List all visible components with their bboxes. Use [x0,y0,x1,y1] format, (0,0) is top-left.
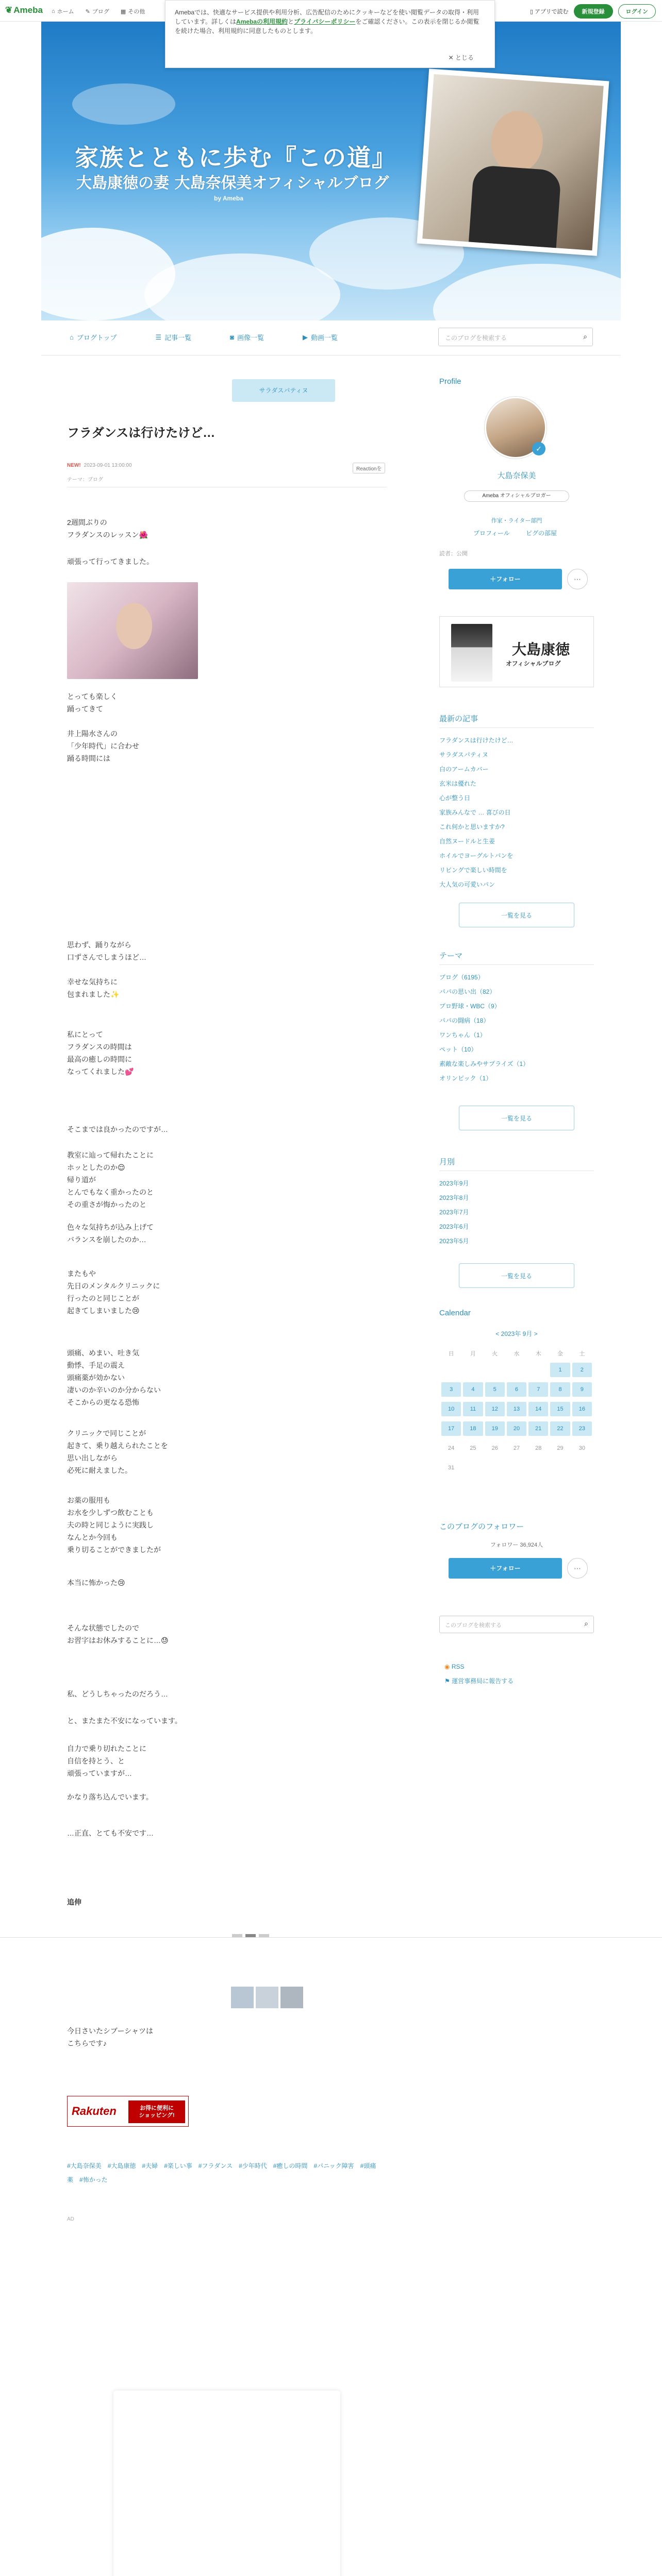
post-paragraph: 思わず、踊りながら 口ずさんでしまうほど… [67,941,146,961]
hashtag[interactable]: #楽しい事 [164,2162,192,2170]
calendar-day: 30 [578,1445,585,1451]
sidebar-search-input[interactable] [439,1616,594,1633]
monthly-heading: 月別 [439,1158,455,1166]
calendar-day[interactable]: 6 [507,1382,526,1397]
calendar-day[interactable]: 15 [550,1402,570,1416]
cloud-decoration [72,83,175,125]
flag-icon: ⚑ [444,1677,450,1685]
recent-more-button[interactable]: 一覧を見る [459,903,574,927]
calendar-day: 25 [470,1445,476,1451]
camera-icon: ◙ [230,333,235,341]
banner-subtitle: オフィシャルブログ [506,660,561,667]
post-paragraph: 2週間ぶりの フラダンスのレッスン🌺 [67,518,148,539]
blog-subtitle: 大島康徳の妻 大島奈保美オフィシャルブログ [76,174,389,192]
weekday: 火 [492,1351,498,1357]
weekday: 水 [514,1351,520,1357]
recent-article[interactable]: フラダンスは行けたけど… [439,737,514,744]
theme-tag[interactable]: サラダスパティヌ [232,379,335,402]
weekday: 木 [535,1351,541,1357]
calendar-day[interactable]: 9 [572,1382,592,1397]
post-paragraph: 私、どうしちゃったのだろう… [67,1690,168,1698]
terms-link[interactable]: Amebaの利用規約 [236,18,288,25]
post-paragraph: 本当に怖かった😢 [67,1579,125,1587]
recent-article[interactable]: リビングで楽しい時間を [439,867,507,874]
header-photo [417,69,609,256]
cookie-banner [165,0,495,68]
thumbnail[interactable] [256,1987,278,2008]
weekday: 土 [579,1351,585,1357]
divider [439,964,594,965]
calendar-weekdays [441,1349,592,1358]
hashtag[interactable]: #大島康徳 [107,2162,136,2170]
calendar-day[interactable]: 12 [485,1402,505,1416]
report-label: 運営事務局に報告する [452,1677,514,1685]
nav-blog-top-label: ブログトップ [76,334,117,342]
post-paragraph: 頭痛、めまい、吐き気 動悸、手足の震え 頭痛薬が効かない 凄いのか辛いのか分からない そこからの更なる恐怖 [67,1349,161,1406]
post-paragraph: と、またまた不安になっています。 [67,1717,182,1725]
theme-more-button[interactable]: 一覧を見る [459,1106,574,1130]
nav-images-label: 画像一覧 [237,334,264,342]
post-title[interactable]: フラダンスは行けたけど… [67,426,216,440]
calendar-day[interactable]: 17 [441,1421,461,1436]
post-date: 2023-09-01 13:00:00 [84,463,132,468]
home-icon: ⌂ [70,333,74,341]
recent-article[interactable]: 心が整う日 [439,794,471,802]
month-item[interactable]: 2023年9月 [439,1180,469,1187]
recent-article[interactable]: 家族みんなで … 喜びの日 [439,809,511,816]
theme-item[interactable]: パパの思い出（82） [439,988,496,995]
theme-item[interactable]: ワンちゃん（1） [439,1031,486,1039]
photo-face [116,603,152,649]
verified-icon: ✓ [532,442,545,455]
search-icon[interactable]: ⌕ [584,1619,588,1628]
photo-body [469,165,561,248]
follower-follow-button[interactable]: ＋フォロー [449,1558,562,1579]
pen-icon: ✎ [85,8,90,15]
profile-category[interactable]: 作家・ライター部門 [491,518,542,524]
advertisement[interactable] [113,2391,340,2576]
rss-label: RSS [451,1663,465,1670]
nav-videos-label: 動画一覧 [311,334,338,342]
hashtag[interactable]: #パニック障害 [313,2162,354,2170]
weekday: 金 [557,1351,564,1357]
post-theme-line[interactable]: テーマ：ブログ [67,477,103,483]
recent-article[interactable]: ホイルでヨーグルトパンを [439,852,514,859]
nav-images[interactable] [230,332,264,342]
calendar-day[interactable]: 23 [572,1421,592,1436]
ad-label: AD [67,2216,74,2222]
post-paragraph: 頑張って行ってきました。 [67,557,154,566]
post-paragraph: 教室に辿って帰れたことに ホッとしたのか😌 帰り道が とんでもなく重かったのと その重さが悔かったのと [67,1151,154,1209]
theme-item[interactable]: オリンピック（1） [439,1075,492,1082]
recent-article[interactable]: 自然ヌードルと生姜 [439,838,495,845]
rakuten-message: お得に便利に ショッピング! [128,2100,185,2123]
calendar-grid [439,1344,594,1480]
privacy-link[interactable]: プライバシーポリシー [294,18,356,25]
calendar-day[interactable]: 2 [572,1363,592,1377]
hashtag[interactable]: #夫婦 [142,2162,158,2170]
banner-name: 大島康徳 [512,641,570,657]
post-paragraph: 自力で乗り切れたことに 自信を持とう、と 頑張っていますが… [67,1744,146,1777]
dot [245,1934,256,1937]
calendar-day[interactable]: 4 [463,1382,483,1397]
hashtag[interactable]: #癒しの時間 [273,2162,308,2170]
month-item[interactable]: 2023年5月 [439,1238,469,1245]
post-paragraph: 井上陽水さんの 「少年時代」に合わせ 踊る時間には [67,730,139,762]
calendar-day[interactable]: 21 [528,1421,548,1436]
profile-link[interactable]: プロフィール [473,530,510,537]
calendar-day[interactable]: 14 [528,1402,548,1416]
search-placeholder: このブログを検索する [445,334,507,342]
post-paragraph: そこまでは良かったのですが… [67,1125,168,1133]
calendar-day[interactable]: 13 [507,1402,526,1416]
calendar [439,1329,594,1480]
cloud-decoration [433,264,621,320]
calendar-day[interactable]: 1 [550,1363,570,1377]
divider [439,727,594,728]
sidebar-search-placeholder: このブログを検索する [445,1622,502,1629]
calendar-day[interactable]: 20 [507,1421,526,1436]
section-divider [0,1937,662,1938]
nav-videos[interactable] [303,332,338,342]
post-paragraph: …正直、とても不安です… [67,1829,154,1837]
calendar-day[interactable]: 7 [528,1382,548,1397]
calendar-heading: Calendar [439,1309,471,1317]
top-actions [530,4,656,19]
recent-article[interactable]: サラダスパティヌ [439,751,488,758]
cookie-close-label: とじる [455,54,474,61]
more-options-icon[interactable]: ⋯ [567,1558,588,1579]
rakuten-logo: Rakuten [72,2105,117,2117]
pigg-room-link[interactable]: ピグの部屋 [526,530,557,537]
theme-heading: テーマ [439,952,463,960]
dot [259,1934,269,1937]
calendar-day[interactable]: 5 [485,1382,505,1397]
topnav-home-label: ホーム [57,9,74,15]
rss-icon: ◉ [444,1663,450,1670]
calendar-day: 27 [513,1445,520,1451]
login-button[interactable]: ログイン [618,4,656,19]
official-badge: Ameba オフィシャルブロガー [464,490,569,502]
calendar-day: 24 [448,1445,455,1451]
new-badge: NEW! [67,463,81,468]
calendar-day[interactable]: 22 [550,1421,570,1436]
ameba-logo[interactable] [5,5,43,15]
monthly-more-button[interactable]: 一覧を見る [459,1263,574,1288]
product-thumbnails[interactable] [231,1987,303,2008]
recent-heading: 最新の記事 [439,715,478,723]
header-photo-image [422,74,604,250]
post-ps: 今日さいたシブーシャツは こちらです♪ [67,2027,154,2047]
post-paragraph: 幸せな気持ちに 包まれました✨ [67,978,120,998]
calendar-day: 31 [448,1465,455,1471]
calendar-day: 29 [557,1445,564,1451]
post-paragraph: 色々な気持ちが込み上げて バランスを崩したのか… [67,1223,154,1244]
post-paragraph: 私にとって フラダンスの時間は 最高の癒しの時間に なってくれました💕 [67,1030,134,1076]
calendar-day[interactable]: 18 [463,1421,483,1436]
cloud-decoration [144,253,340,320]
thumbnail[interactable] [280,1987,303,2008]
blog-nav-items [70,332,338,342]
theme-item[interactable]: パパの闘病（18） [439,1017,490,1024]
month-item[interactable]: 2023年6月 [439,1223,469,1230]
hashtag[interactable]: #頭痛薬 [67,2162,376,2183]
sidebar-follow-button[interactable]: ＋フォロー [449,569,562,589]
calendar-day: 28 [535,1445,542,1451]
post-paragraph: お薬の服用も お水を少しずつ飲むことも 夫の時と同じように実践し なんとか今回も 乗り切ることができましたが [67,1496,161,1554]
home-icon: ⌂ [52,8,55,14]
weekday: 日 [448,1351,454,1357]
by-ameba: by Ameba [214,195,243,202]
app-download-label: アプリで読む [534,9,569,15]
report-operator-link[interactable] [444,1676,514,1685]
cookie-text: Amebaでは、快適なサービス提供や利用分析、広告配信のためにクッキーなどを使い閲覧データの取得・利用しています。詳しくは [175,9,479,25]
month-item[interactable]: 2023年8月 [439,1194,469,1201]
photo-face [489,109,545,175]
cookie-close-button[interactable] [449,53,474,62]
thumbnail[interactable] [231,1987,254,2008]
video-icon: ▶ [303,333,308,341]
post-paragraph: またもや 先日のメンタルクリニックに 行ったのと同じことが 起きてしまいました😢 [67,1269,160,1315]
recent-article[interactable]: 玄米は優れた [439,780,477,787]
blog-title[interactable]: 家族とともに歩む『この道』 [75,144,396,172]
reader-label: 読者：公開 [439,551,468,557]
calendar-day[interactable]: 10 [441,1402,461,1416]
post-paragraph: そんな状態でしたので お習字はお休みすることに…😓 [67,1624,169,1645]
rakuten-banner[interactable] [67,2096,189,2127]
grid-icon: ▦ [120,8,126,15]
topnav-home[interactable] [52,7,74,15]
post-photo[interactable] [67,582,198,679]
hashtag[interactable]: #少年時代 [239,2162,267,2170]
phone-icon: ▯ [529,9,533,15]
calendar-day: 26 [491,1445,498,1451]
recent-article[interactable]: 大人気の可愛いパン [439,881,495,888]
calendar-month[interactable]: < 2023年 9月 > [495,1330,538,1337]
hashtag[interactable]: #怖かった [79,2176,108,2183]
app-download-link[interactable] [530,7,569,15]
topnav-blog[interactable] [86,7,109,15]
profile-name[interactable]: 大島奈保美 [497,471,536,480]
theme-item[interactable]: 素敵な楽しみやサプライズ（1） [439,1060,529,1067]
logo-text: Ameba [13,5,43,15]
hashtag-list [67,2159,387,2187]
topnav-other[interactable] [121,7,145,15]
hashtag[interactable]: #大島奈保美 [67,2162,102,2170]
nav-articles-label: 記事一覧 [164,334,192,342]
official-blog-banner[interactable] [439,616,594,687]
calendar-day[interactable]: 11 [463,1402,483,1416]
top-nav [52,7,145,15]
topnav-other-label: その他 [128,9,145,15]
post-meta [67,463,132,468]
cookie-tail: をご確認ください。この表示を閉じるか閲覧を続けた場合、利用規約に同意したものとします。 [175,18,479,35]
close-icon: ✕ [448,54,455,61]
leaf-icon: ❦ [5,5,13,15]
calendar-day[interactable]: 3 [441,1382,461,1397]
section-label: 追伸 [67,1898,81,1906]
more-options-icon[interactable]: ⋯ [567,569,588,589]
post-paragraph: かなり落ち込んでいます。 [67,1793,153,1801]
profile-heading: Profile [439,377,461,386]
hashtag[interactable]: #フラダンス [198,2162,233,2170]
theme-item[interactable]: プロ野球・WBC（9） [439,1003,501,1010]
search-icon[interactable]: ⌕ [583,332,587,341]
cookie-mid: と [288,18,294,25]
follower-heading: このブログのフォロワー [439,1522,524,1531]
nav-articles[interactable] [155,332,191,342]
weekday: 月 [470,1351,476,1357]
signup-button[interactable]: 新規登録 [574,4,613,19]
calendar-day[interactable]: 19 [485,1421,505,1436]
dot [232,1934,242,1937]
recent-article[interactable]: 白のアームカバー [439,766,489,773]
blog-search-input[interactable] [438,328,593,346]
calendar-day[interactable]: 16 [572,1402,592,1416]
rss-link[interactable] [444,1663,465,1670]
follower-count: フォロワー 36,924人 [490,1542,543,1548]
topnav-blog-label: ブログ [92,9,109,15]
dot-indicator [232,1934,294,1940]
post-paragraph: クリニックで同じことが 起きて、乗り越えられたことを 思い出しながら 必死に耐えました。 [67,1429,168,1475]
nav-blog-top[interactable] [70,332,117,342]
month-item[interactable]: 2023年7月 [439,1209,469,1216]
list-icon: ☰ [155,333,162,341]
share-button[interactable]: Reactionを [353,463,385,473]
recent-article[interactable]: これ何かと思いますか? [439,823,505,831]
post-paragraph: とっても楽しく 踊ってきて [67,692,118,713]
theme-item[interactable]: ペット（10） [439,1046,477,1053]
theme-item[interactable]: ブログ（6195） [439,974,484,981]
calendar-day[interactable]: 8 [550,1382,570,1397]
banner-photo [451,624,492,682]
